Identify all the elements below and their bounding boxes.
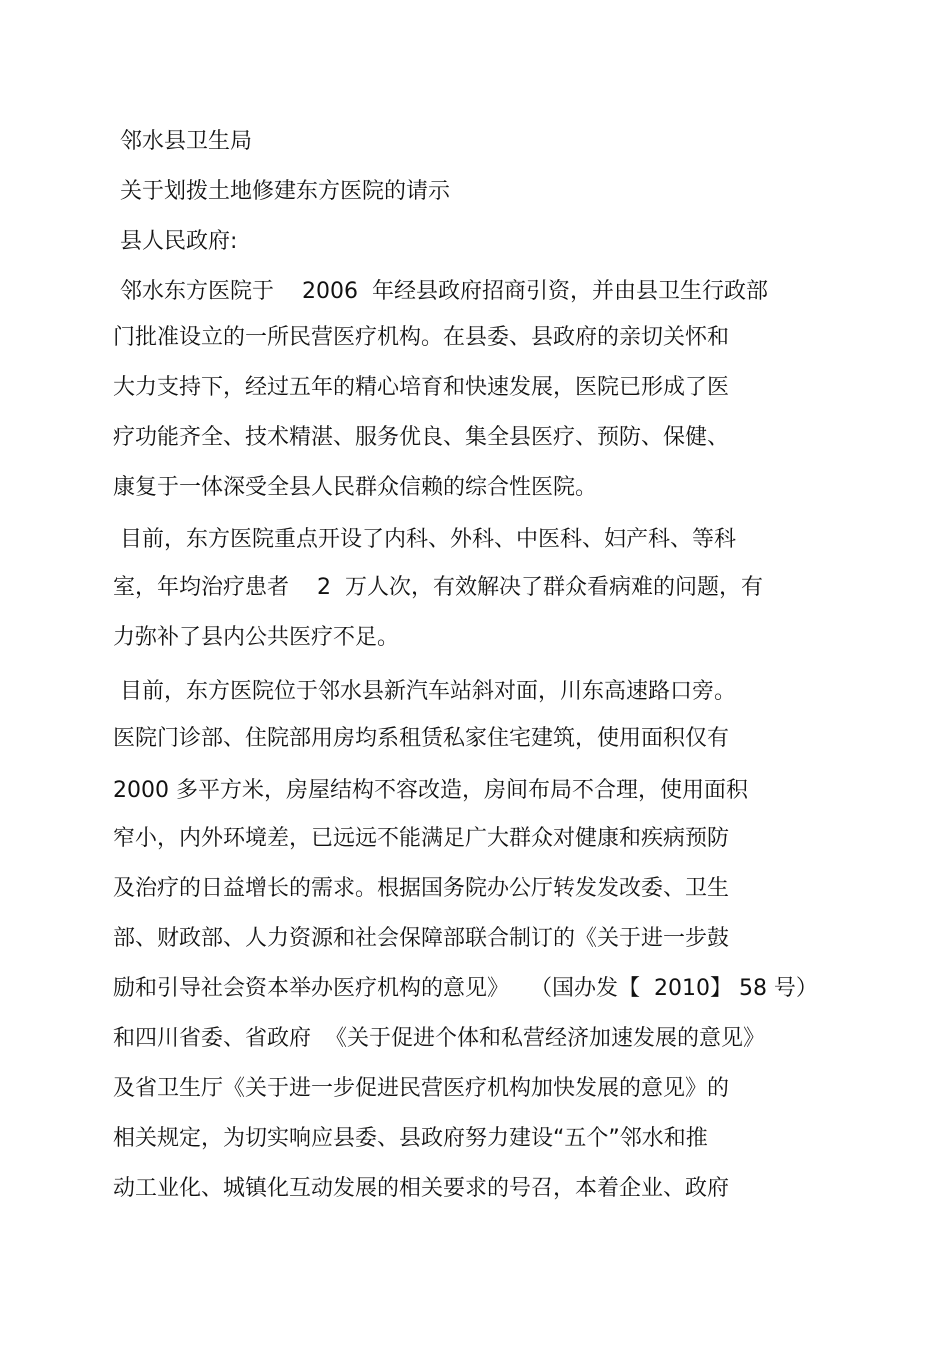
body-line: 励和引导社会资本举办医疗机构的意见》 （国办发【 2010】 58 号） — [113, 976, 818, 1001]
body-line: 疗功能齐全、技术精湛、服务优良、集全县医疗、预防、保健、 — [113, 425, 730, 450]
body-line: 力弥补了县内公共医疗不足。 — [113, 625, 400, 650]
body-line: 目前，东方医院位于邻水县新汽车站斜对面，川东高速路口旁。 — [113, 679, 736, 704]
body-line: 目前，东方医院重点开设了内科、外科、中医科、妇产科、等科 — [113, 527, 736, 552]
body-line: 动工业化、城镇化互动发展的相关要求的号召，本着企业、政府 — [113, 1176, 730, 1201]
body-line: 窄小，内外环境差，已远远不能满足广大群众对健康和疾病预防 — [113, 826, 730, 851]
body-line: 及省卫生厅《关于进一步促进民营医疗机构加快发展的意见》的 — [113, 1076, 730, 1101]
body-line: 室，年均治疗患者 2 万人次，有效解决了群众看病难的问题，有 — [113, 575, 763, 600]
body-line: 2000 多平方米，房屋结构不容改造，房间布局不合理，使用面积 — [113, 778, 748, 803]
document-title: 关于划拨土地修建东方医院的请示 — [113, 179, 450, 204]
body-line: 部、财政部、人力资源和社会保障部联合制订的《关于进一步鼓 — [113, 926, 730, 951]
addressee-line: 县人民政府: — [113, 229, 238, 254]
body-line: 康复于一体深受全县人民群众信赖的综合性医院。 — [113, 475, 598, 500]
body-line: 和四川省委、省政府 《关于促进个体和私营经济加速发展的意见》 — [113, 1026, 765, 1051]
issuer-line: 邻水县卫生局 — [113, 129, 252, 154]
body-line: 及治疗的日益增长的需求。根据国务院办公厅转发发改委、卫生 — [113, 876, 730, 901]
body-line: 医院门诊部、住院部用房均系租赁私家住宅建筑，使用面积仅有 — [113, 726, 730, 751]
body-line: 大力支持下，经过五年的精心培育和快速发展，医院已形成了医 — [113, 375, 730, 400]
body-line: 邻水东方医院于 2006 年经县政府招商引资，并由县卫生行政部 — [113, 279, 768, 304]
body-line: 门批准设立的一所民营医疗机构。在县委、县政府的亲切关怀和 — [113, 325, 730, 350]
body-line: 相关规定，为切实响应县委、县政府努力建设“五个”邻水和推 — [113, 1126, 708, 1151]
